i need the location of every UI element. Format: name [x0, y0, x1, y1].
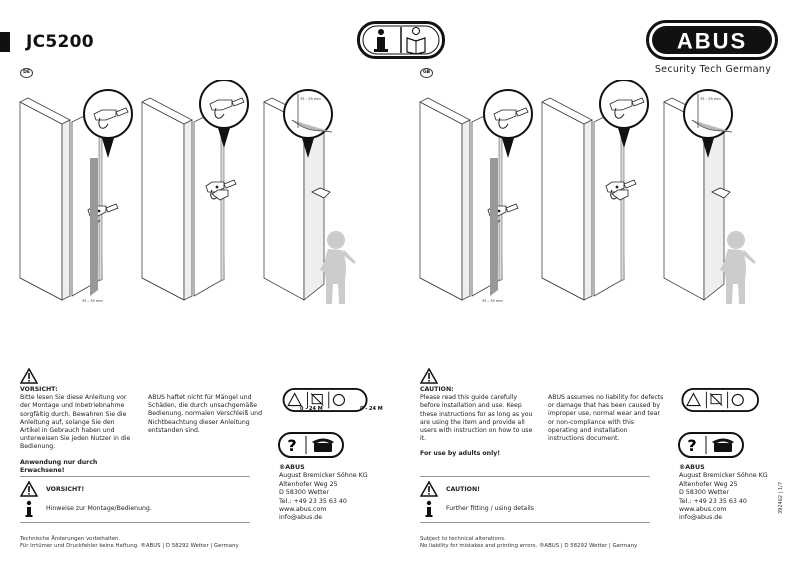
en-legend-info: Further fitting / using details: [446, 505, 534, 512]
read-manual-icon: [357, 21, 445, 59]
installation-illustrations: [0, 80, 802, 320]
divider: [20, 476, 250, 477]
svg-text:?: ?: [687, 436, 697, 455]
de-age-range: 0 - 24 M: [300, 406, 323, 412]
en-caution-text: Please read this guide carefully before installation and use. Keep these instructions for as long as you are using the item and provide all users with instruction on how to use it.: [420, 394, 533, 443]
header-accent-bar: [0, 32, 10, 52]
en-liability: ABUS assumes no liability for defects or damage that has been caused by improper use, normal wear and tear or non-compliance with this operating and installation instructions document.: [548, 394, 664, 443]
brand-tagline: Security Tech Germany: [654, 64, 772, 75]
warning-triangle-icon: [20, 481, 38, 497]
warning-triangle-icon: [420, 481, 438, 497]
en-caution-title: CAUTION:: [420, 386, 454, 393]
en-symbol-strip: [678, 388, 768, 412]
document-code: 392462 | 1/7: [778, 482, 784, 514]
de-address: ®ABUS August Bremicker Söhne KG Altenhofer Weg 25 D 58300 Wetter Tel.: +49 23 35 63 40 www.abus.com info@abus.de: [279, 464, 368, 522]
de-age-range-2: 0 - 24 M: [360, 406, 383, 412]
svg-text:35 – 55 mm: 35 – 55 mm: [82, 299, 103, 303]
svg-text:35 – 55 mm: 35 – 55 mm: [300, 97, 321, 101]
info-icon: [424, 500, 434, 518]
svg-text:?: ?: [287, 436, 297, 455]
en-legend-warning: CAUTION!: [446, 486, 480, 493]
en-instructions: [420, 386, 538, 466]
en-help-phone-icon: [678, 432, 744, 458]
divider: [420, 476, 650, 477]
en-adults-only: For use by adults only!: [420, 450, 501, 458]
svg-text:35 – 55 mm: 35 – 55 mm: [482, 299, 503, 303]
svg-text:ABUS: ABUS: [676, 28, 748, 54]
language-badge-gb: GB: [420, 68, 433, 78]
divider: [20, 522, 250, 523]
de-legend-warning: VORSICHT!: [46, 486, 85, 493]
de-instructions: [20, 386, 135, 482]
divider: [420, 522, 650, 523]
de-caution-text: Bitte lesen Sie diese Anleitung vor der Montage und Inbetriebnahme sorgfältig durch. Bewahren Sie die Anleitung auf, solange Sie den Artikel in Gebrauch haben und unterweisen Sie jeden Nutzer in die Bedienung.: [20, 394, 131, 451]
de-help-phone-icon: [278, 432, 344, 458]
de-legend-info: Hinweise zur Montage/Bedienung.: [46, 505, 152, 512]
info-icon: [24, 500, 34, 518]
warning-triangle-icon: [20, 368, 38, 384]
svg-text:35 – 55 mm: 35 – 55 mm: [700, 97, 721, 101]
warning-triangle-icon: [420, 368, 438, 384]
de-liability: ABUS haftet nicht für Mängel und Schäden, die durch unsachgemäße Bedienung, normalen Verschleiß und Nichtbeachtung dieser Anleitung entstanden sind.: [148, 394, 263, 434]
language-badge-de: DE: [20, 68, 33, 78]
en-address: ®ABUS August Bremicker Söhne KG Altenhofer Weg 25 D 58300 Wetter Tel.: +49 23 35 63 40 www.abus.com info@abus.de: [679, 464, 768, 522]
en-footer: Subject to technical alterations. No liability for mistakes and printing errors. ®ABUS | D 58292 Wetter | Germany: [420, 536, 638, 549]
de-footer: Technische Änderungen vorbehalten. Für Irrtümer und Druckfehler keine Haftung. ®ABUS | D 58292 Wetter | Germany: [20, 536, 239, 549]
de-caution-title: VORSICHT:: [20, 386, 58, 393]
model-number: JC5200: [26, 32, 94, 52]
abus-logo: [646, 20, 778, 60]
de-adults-only: Anwendung nur durch Erwachsene!: [20, 458, 98, 474]
